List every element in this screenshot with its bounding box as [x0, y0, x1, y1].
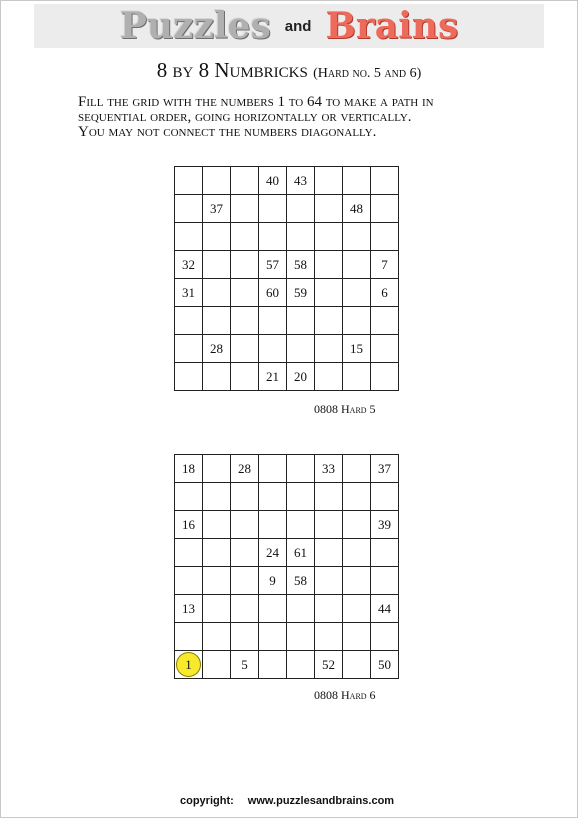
- grid-cell[interactable]: 15: [343, 335, 371, 363]
- grid-cell[interactable]: [203, 595, 231, 623]
- grid-cell[interactable]: [371, 167, 399, 195]
- grid-cell[interactable]: [343, 223, 371, 251]
- grid-cell[interactable]: 33: [315, 455, 343, 483]
- grid-cell[interactable]: [175, 539, 203, 567]
- grid-cell[interactable]: [259, 651, 287, 679]
- grid-cell[interactable]: [287, 595, 315, 623]
- page-title: [0, 58, 578, 83]
- grid-cell[interactable]: 60: [259, 279, 287, 307]
- grid-cell[interactable]: [175, 195, 203, 223]
- grid-cell[interactable]: [343, 363, 371, 391]
- grid-cell[interactable]: [203, 279, 231, 307]
- grid-row: [175, 307, 399, 335]
- puzzle-grid-hard-6: [174, 454, 399, 679]
- grid-cell[interactable]: [231, 335, 259, 363]
- grid-cell[interactable]: [343, 651, 371, 679]
- grid-cell[interactable]: [231, 279, 259, 307]
- grid-cell[interactable]: [343, 539, 371, 567]
- grid-cell[interactable]: 39: [371, 511, 399, 539]
- grid-cell[interactable]: [175, 567, 203, 595]
- title-sub: (Hard no. 5 and 6): [313, 66, 422, 81]
- instruction-line: You may not connect the numbers diagonally.: [78, 124, 377, 140]
- grid-cell[interactable]: [231, 167, 259, 195]
- grid-cell[interactable]: [203, 363, 231, 391]
- grid-row: [175, 279, 399, 307]
- grid-cell[interactable]: [371, 567, 399, 595]
- grid-cell[interactable]: [203, 455, 231, 483]
- grid-cell[interactable]: [371, 623, 399, 651]
- start-number-marker: 1: [176, 652, 201, 677]
- grid-cell[interactable]: [203, 651, 231, 679]
- grid-cell[interactable]: [231, 511, 259, 539]
- grid-row: [175, 195, 399, 223]
- grid-cell[interactable]: [231, 539, 259, 567]
- copyright-label: copyright:: [180, 795, 234, 807]
- grid-cell[interactable]: [259, 455, 287, 483]
- grid-cell[interactable]: [231, 567, 259, 595]
- site-banner: [34, 4, 544, 48]
- grid-row: [175, 251, 399, 279]
- grid-cell[interactable]: 37: [203, 195, 231, 223]
- grid-row: [175, 363, 399, 391]
- grid-row: [175, 623, 399, 651]
- grid-cell[interactable]: [203, 307, 231, 335]
- grid-cell[interactable]: 24: [259, 539, 287, 567]
- grid-cell[interactable]: [231, 363, 259, 391]
- grid-cell[interactable]: [175, 363, 203, 391]
- grid-cell[interactable]: [343, 167, 371, 195]
- grid-cell[interactable]: [315, 251, 343, 279]
- grid-cell[interactable]: 44: [371, 595, 399, 623]
- grid-cell[interactable]: [203, 567, 231, 595]
- logo-and: and: [284, 17, 312, 35]
- grid-cell[interactable]: [203, 623, 231, 651]
- grid-cell[interactable]: [343, 511, 371, 539]
- grid-cell[interactable]: [315, 167, 343, 195]
- grid-cell[interactable]: [231, 623, 259, 651]
- grid-cell[interactable]: 28: [231, 455, 259, 483]
- grid-cell[interactable]: [287, 335, 315, 363]
- grid-cell[interactable]: [203, 223, 231, 251]
- grid-cell[interactable]: 58: [287, 251, 315, 279]
- grid-cell[interactable]: [203, 511, 231, 539]
- grid-cell[interactable]: [315, 623, 343, 651]
- grid-cell[interactable]: [371, 363, 399, 391]
- grid-cell[interactable]: [259, 195, 287, 223]
- grid-cell[interactable]: [287, 511, 315, 539]
- grid-cell[interactable]: [175, 335, 203, 363]
- grid-cell[interactable]: 31: [175, 279, 203, 307]
- grid-cell[interactable]: 59: [287, 279, 315, 307]
- grid-cell[interactable]: [231, 223, 259, 251]
- grid-row: [175, 595, 399, 623]
- grid-cell[interactable]: [175, 483, 203, 511]
- grid-row: [175, 651, 399, 679]
- grid-cell[interactable]: [315, 335, 343, 363]
- grid-cell[interactable]: [259, 623, 287, 651]
- grid-cell[interactable]: [343, 595, 371, 623]
- grid-cell[interactable]: [259, 595, 287, 623]
- grid-cell[interactable]: [203, 251, 231, 279]
- grid-cell[interactable]: [287, 483, 315, 511]
- grid-cell[interactable]: 18: [175, 455, 203, 483]
- grid-cell[interactable]: 13: [175, 595, 203, 623]
- grid-cell[interactable]: [231, 595, 259, 623]
- grid-cell[interactable]: 57: [259, 251, 287, 279]
- grid-cell[interactable]: [287, 307, 315, 335]
- grid-cell[interactable]: [343, 251, 371, 279]
- grid-cell[interactable]: [315, 511, 343, 539]
- footer: [180, 795, 394, 807]
- grid-cell[interactable]: [343, 567, 371, 595]
- grid-cell[interactable]: [315, 595, 343, 623]
- grid-cell[interactable]: [287, 623, 315, 651]
- grid-cell[interactable]: [343, 307, 371, 335]
- grid-cell[interactable]: [343, 455, 371, 483]
- grid-cell[interactable]: [175, 223, 203, 251]
- grid-cell[interactable]: [371, 307, 399, 335]
- grid-cell[interactable]: [231, 195, 259, 223]
- instruction-line: sequential order, going horizontally or vertically.: [78, 109, 412, 125]
- grid-cell[interactable]: 6: [371, 279, 399, 307]
- puzzle-caption: 0808 Hard 5: [314, 402, 376, 416]
- grid-cell[interactable]: 58: [287, 567, 315, 595]
- site-url[interactable]: www.puzzlesandbrains.com: [247, 795, 395, 807]
- grid-row: [175, 167, 399, 195]
- grid-row: [175, 567, 399, 595]
- puzzle-grid-hard-5: [174, 166, 399, 391]
- grid-cell[interactable]: [315, 279, 343, 307]
- title-main: 8 by 8 Numbricks: [156, 58, 308, 82]
- grid-cell[interactable]: [259, 511, 287, 539]
- grid-cell[interactable]: [371, 195, 399, 223]
- grid-cell[interactable]: [259, 307, 287, 335]
- grid-cell[interactable]: [371, 483, 399, 511]
- grid-cell[interactable]: [315, 223, 343, 251]
- grid-cell[interactable]: [287, 455, 315, 483]
- grid-cell[interactable]: [175, 651, 203, 679]
- grid-cell[interactable]: [287, 651, 315, 679]
- grid-cell[interactable]: [343, 279, 371, 307]
- grid-cell[interactable]: [315, 567, 343, 595]
- grid-cell[interactable]: [203, 167, 231, 195]
- puzzle-caption: 0808 Hard 6: [314, 688, 376, 702]
- grid-row: [175, 511, 399, 539]
- grid-cell[interactable]: [175, 167, 203, 195]
- grid-row: [175, 223, 399, 251]
- grid-cell[interactable]: [231, 307, 259, 335]
- grid-cell[interactable]: [259, 223, 287, 251]
- grid-cell[interactable]: 16: [175, 511, 203, 539]
- grid-cell[interactable]: 50: [371, 651, 399, 679]
- grid-cell[interactable]: [315, 363, 343, 391]
- grid-row: [175, 335, 399, 363]
- grid-cell[interactable]: [371, 223, 399, 251]
- grid-cell[interactable]: [287, 223, 315, 251]
- grid-row: [175, 539, 399, 567]
- logo-puzzles: Puzzles: [119, 5, 271, 47]
- grid-cell[interactable]: [371, 539, 399, 567]
- grid-cell[interactable]: [203, 483, 231, 511]
- grid-cell[interactable]: 43: [287, 167, 315, 195]
- grid-cell[interactable]: [231, 483, 259, 511]
- grid-cell[interactable]: [175, 307, 203, 335]
- grid-cell[interactable]: 37: [371, 455, 399, 483]
- grid-cell[interactable]: [315, 307, 343, 335]
- grid-cell[interactable]: 7: [371, 251, 399, 279]
- grid-row: [175, 483, 399, 511]
- grid-cell[interactable]: [315, 483, 343, 511]
- grid-cell[interactable]: [343, 483, 371, 511]
- instruction-line: Fill the grid with the numbers 1 to 64 to make a path in: [78, 94, 434, 110]
- grid-cell[interactable]: 32: [175, 251, 203, 279]
- grid-cell[interactable]: [259, 483, 287, 511]
- grid-cell[interactable]: 61: [287, 539, 315, 567]
- grid-cell[interactable]: 20: [287, 363, 315, 391]
- grid-cell[interactable]: 9: [259, 567, 287, 595]
- grid-cell[interactable]: 28: [203, 335, 231, 363]
- grid-cell[interactable]: 40: [259, 167, 287, 195]
- grid-cell[interactable]: [343, 623, 371, 651]
- grid-cell[interactable]: [259, 335, 287, 363]
- logo-brains: Brains: [325, 5, 459, 47]
- grid-cell[interactable]: 48: [343, 195, 371, 223]
- instructions: [78, 95, 518, 140]
- grid-cell[interactable]: 21: [259, 363, 287, 391]
- grid-row: [175, 455, 399, 483]
- grid-cell[interactable]: [315, 195, 343, 223]
- grid-cell[interactable]: [315, 539, 343, 567]
- grid-cell[interactable]: 5: [231, 651, 259, 679]
- grid-cell[interactable]: [203, 539, 231, 567]
- grid-cell[interactable]: 52: [315, 651, 343, 679]
- grid-cell[interactable]: [231, 251, 259, 279]
- grid-cell[interactable]: [175, 623, 203, 651]
- grid-cell[interactable]: [371, 335, 399, 363]
- grid-cell[interactable]: [287, 195, 315, 223]
